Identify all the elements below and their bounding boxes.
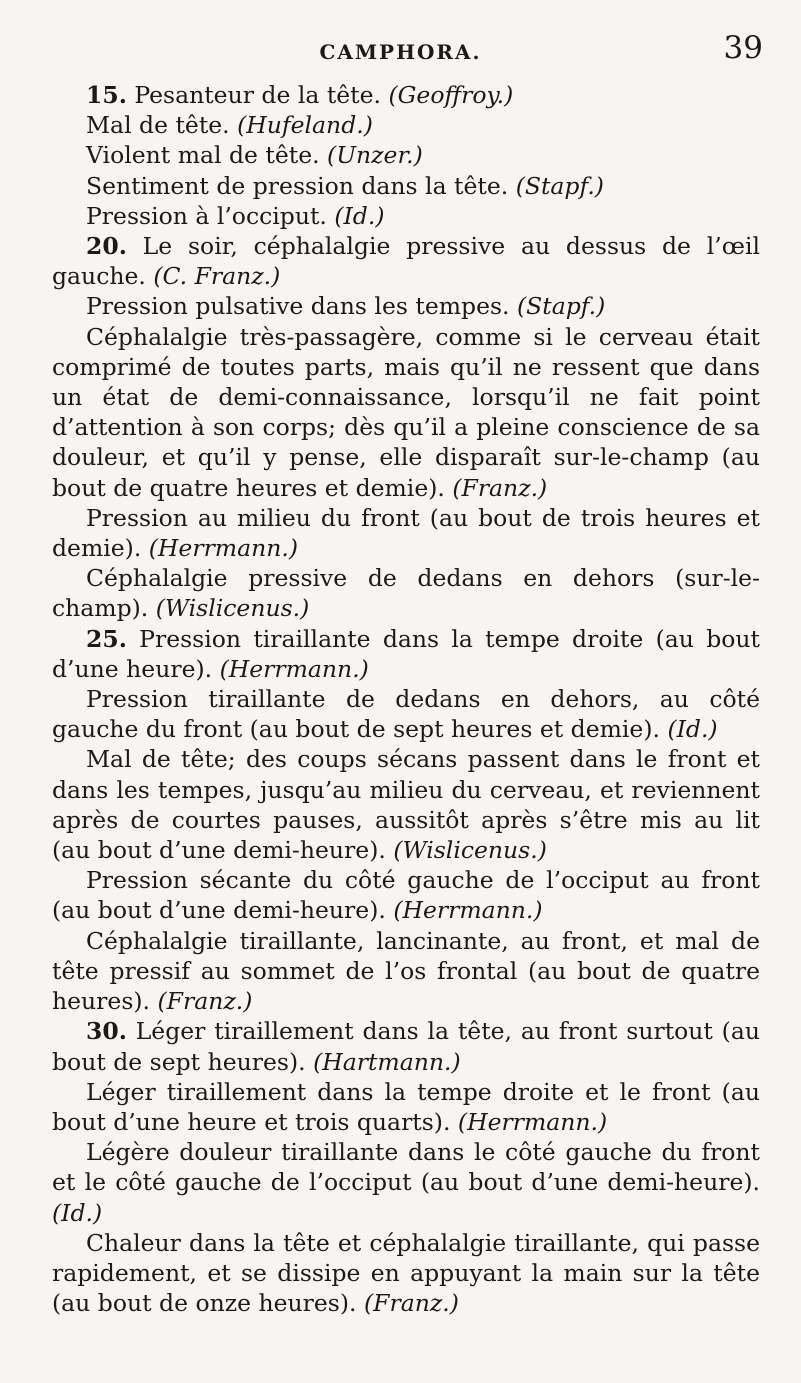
entry-text: Légère douleur tiraillante dans le côté gauche du front et le côté gauche de l’occiput (au bout d’une demi-heure). xyxy=(52,1138,760,1197)
entry-text: Pesanteur de la tête. xyxy=(126,81,389,109)
symptom-entry xyxy=(52,171,760,201)
symptom-entry xyxy=(52,744,760,865)
symptom-entry xyxy=(52,201,760,231)
entry-text: Violent mal de tête. xyxy=(86,141,328,170)
entry-author: (Wislicenus.) xyxy=(155,594,310,623)
entry-text: Chaleur dans la tête et céphalalgie tiraillante, qui passe rapidement, et se dissipe en appuyant la main sur la tête (au bout de onze heures). xyxy=(52,1228,760,1318)
entry-text: Mal de tête. xyxy=(86,111,238,140)
symptom-entry xyxy=(52,1137,760,1228)
symptom-entry xyxy=(52,684,760,744)
symptom-entry xyxy=(52,110,760,140)
entry-text: Céphalalgie très-passagère, comme si le cerveau était comprimé de toutes parts, mais qu’il ne ressent que dans un état de demi-connaissance, lorsqu’il ne fait point d’attention à son corps; dès qu’il a pleine conscience de sa douleur, et qu’il y pense, elle disparaît sur-le-champ (au bout de quatre heures et demie). xyxy=(52,322,760,502)
symptom-entry xyxy=(52,503,760,563)
entry-text: Pression au milieu du front (au bout de trois heures et demie). xyxy=(52,503,760,563)
entry-text: Céphalalgie pressive de dedans en dehors (sur-le-champ). xyxy=(52,564,760,623)
symptom-entry xyxy=(52,1016,760,1076)
entry-author: (Franz.) xyxy=(157,987,253,1016)
symptom-entry xyxy=(52,322,760,503)
entry-text: Pression sécante du côté gauche de l’occiput au front (au bout d’une demi-heure). xyxy=(52,866,760,925)
symptom-entry xyxy=(52,231,760,291)
entry-text: Sentiment de pression dans la tête. xyxy=(86,171,516,200)
entry-author: (Id.) xyxy=(667,715,718,744)
running-title: CAMPHORA. xyxy=(319,40,482,64)
entry-text: Léger tiraillement dans la tête, au front surtout (au bout de sept heures). xyxy=(52,1017,760,1076)
entry-author: (Hartmann.) xyxy=(313,1047,461,1076)
entry-author: (Stapf.) xyxy=(515,171,604,200)
symptom-list xyxy=(52,80,760,1318)
page-number: 39 xyxy=(723,30,763,66)
symptom-entry xyxy=(52,291,760,321)
entry-text: Le soir, céphalalgie pressive au dessus de l’œil gauche. xyxy=(52,232,760,291)
symptom-entry xyxy=(52,1228,760,1319)
entry-author: (Herrmann.) xyxy=(457,1107,608,1136)
entry-number: 30. xyxy=(86,1017,127,1046)
entry-text: Pression tiraillante de dedans en dehors, au côté gauche du front (au bout de sept heures et demie). xyxy=(52,685,760,744)
entry-author: (Wislicenus.) xyxy=(393,836,547,865)
entry-author: (Id.) xyxy=(334,201,385,230)
entry-text: Mal de tête; des coups sécans passent dans le front et dans les tempes, jusqu’au milieu du cerveau, et reviennent après de courtes pauses, aussitôt après s’être mis au lit (au bout d’une demi-heure). xyxy=(52,745,760,865)
entry-number: 25. xyxy=(86,624,127,653)
entry-author: (Unzer.) xyxy=(327,141,423,170)
entry-text: Pression tiraillante dans la tempe droite (au bout d’une heure). xyxy=(52,624,760,683)
entry-text: Léger tiraillement dans la tempe droite et le front (au bout d’une heure et trois quarts). xyxy=(52,1077,760,1136)
entry-author: (Hufeland.) xyxy=(237,111,373,140)
entry-number: 20. xyxy=(86,232,127,261)
symptom-entry xyxy=(52,563,760,623)
symptom-entry xyxy=(52,624,760,684)
symptom-entry xyxy=(52,140,760,170)
symptom-entry xyxy=(52,80,760,110)
running-head xyxy=(0,28,801,68)
entry-author: (Franz.) xyxy=(363,1289,459,1318)
entry-author: (Herrmann.) xyxy=(393,896,543,925)
entry-author: (C. Franz.) xyxy=(153,262,281,291)
symptom-entry xyxy=(52,926,760,1017)
entry-author: (Geoffroy.) xyxy=(388,81,514,109)
symptom-entry xyxy=(52,865,760,925)
entry-author: (Id.) xyxy=(52,1198,103,1227)
entry-number: 15. xyxy=(86,81,127,109)
entry-author: (Stapf.) xyxy=(516,292,606,321)
entry-text: Céphalalgie tiraillante, lancinante, au front, et mal de tête pressif au sommet de l’os frontal (au bout de quatre heures). xyxy=(52,926,760,1016)
entry-author: (Herrmann.) xyxy=(148,534,299,563)
entry-text: Pression à l’occiput. xyxy=(86,201,335,230)
entry-author: (Franz.) xyxy=(452,473,548,502)
entry-author: (Herrmann.) xyxy=(219,654,369,683)
entry-text: Pression pulsative dans les tempes. xyxy=(86,292,517,321)
symptom-entry xyxy=(52,1077,760,1137)
